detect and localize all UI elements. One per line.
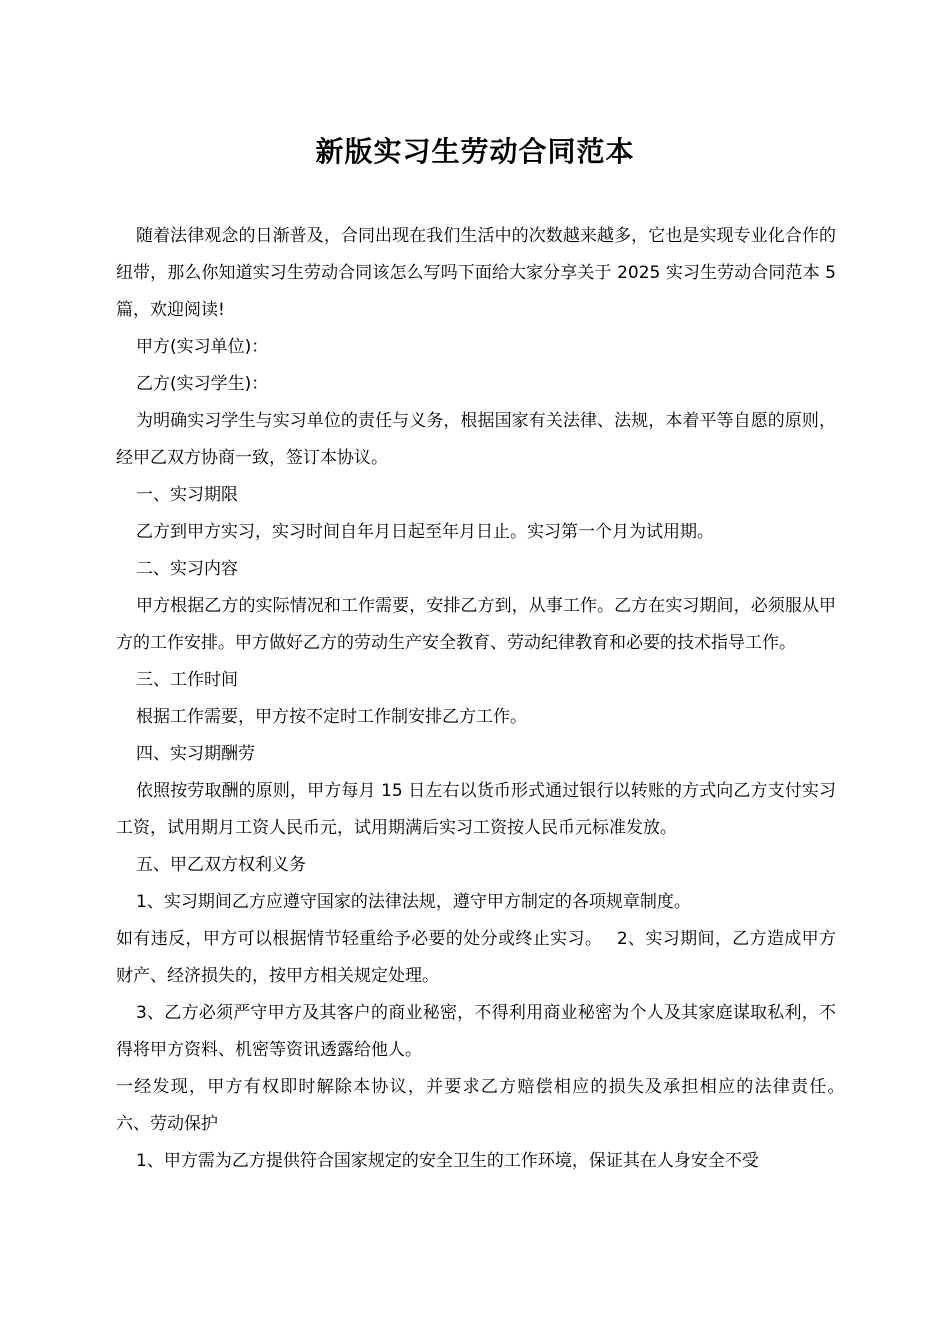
section-heading-1: 一、实习期限	[136, 485, 238, 505]
paragraph-section-5-item-3-cont: 一经发现，甲方有权即时解除本协议，并要求乙方赔偿相应的损失及承担相应的法律责任。 六、劳动保护	[116, 1077, 859, 1134]
paragraph-intro: 随着法律观念的日渐普及，合同出现在我们生活中的次数越来越多，它也是实现专业化合作的纽带，那么你知道实习生劳动合同该怎么写吗下面给大家分享关于 2025 实习生劳动合同范本 5 篇，欢迎阅读!	[116, 226, 836, 320]
paragraph-section-5-item-3: 3、乙方必须严守甲方及其客户的商业秘密，不得利用商业秘密为个人及其家庭谋取私利，不得将甲方资料、机密等资讯透露给他人。	[116, 1003, 836, 1060]
paragraph-section-4: 依照按劳取酬的原则，甲方每月 15 日左右以货币形式通过银行以转账的方式向乙方支付实习工资，试用期月工资人民币元，试用期满后实习工资按人民币元标准发放。	[116, 781, 836, 838]
paragraph-party-b: 乙方(实习学生)：	[136, 374, 269, 394]
paragraph-section-3: 根据工作需要，甲方按不定时工作制安排乙方工作。	[136, 707, 527, 727]
section-heading-5: 五、甲乙双方权利义务	[136, 855, 306, 875]
section-heading-3: 三、工作时间	[136, 670, 238, 690]
paragraph-section-1: 乙方到甲方实习，实习时间自年月日起至年月日止。实习第一个月为试用期。	[136, 522, 714, 542]
paragraph-section-5-item-1: 1、实习期间乙方应遵守国家的法律法规，遵守甲方制定的各项规章制度。	[136, 892, 691, 912]
document-body	[116, 218, 859, 1180]
paragraph-section-6-item-1: 1、甲方需为乙方提供符合国家规定的安全卫生的工作环境，保证其在人身安全不受	[136, 1151, 759, 1171]
section-heading-2: 二、实习内容	[136, 559, 238, 579]
paragraph-section-5-item-2: 如有违反，甲方可以根据情节轻重给予必要的处分或终止实习。 2、实习期间，乙方造成甲方财产、经济损失的，按甲方相关规定处理。	[116, 929, 836, 986]
paragraph-section-2: 甲方根据乙方的实际情况和工作需要，安排乙方到，从事工作。乙方在实习期间，必须服从甲方的工作安排。甲方做好乙方的劳动生产安全教育、劳动纪律教育和必要的技术指导工作。	[116, 596, 836, 653]
document-title: 新版实习生劳动合同范本	[315, 135, 635, 168]
paragraph-party-a: 甲方(实习单位)：	[136, 337, 269, 357]
paragraph-purpose: 为明确实习学生与实习单位的责任与义务，根据国家有关法律、法规，本着平等自愿的原则，经甲乙双方协商一致，签订本协议。	[116, 411, 836, 468]
section-heading-4: 四、实习期酬劳	[136, 744, 255, 764]
